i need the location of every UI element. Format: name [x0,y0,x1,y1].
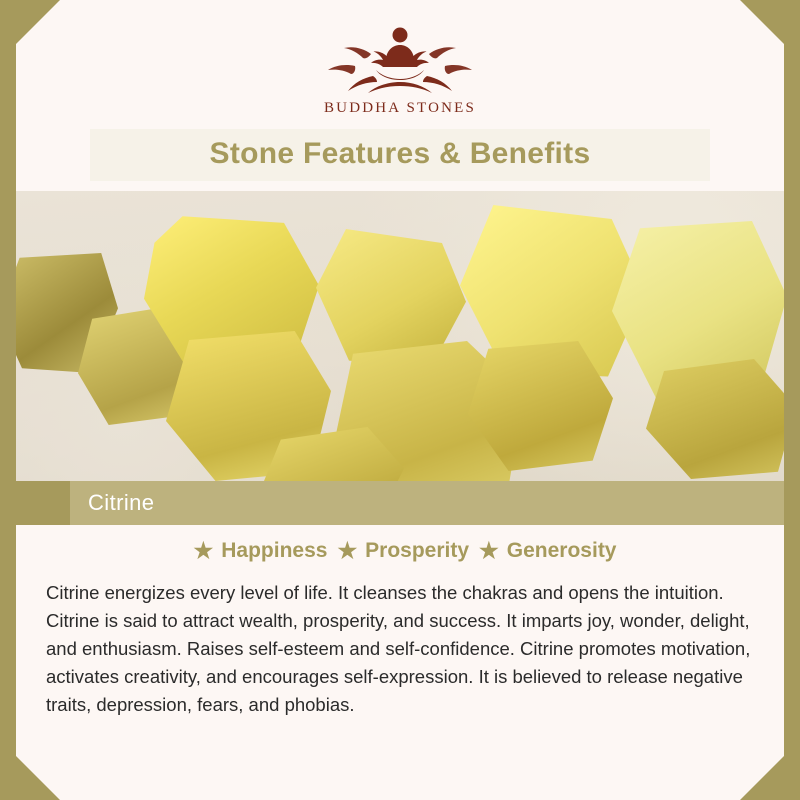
stone-name: Citrine [88,490,155,515]
stone-description: Citrine energizes every level of life. It cleanses the chakras and opens the intuition. Citrine is said to attract wealth, prosperity, and success. It imparts joy, wonder, delight, and enthusiasm. Raises self-esteem and self-confidence. Citrine promotes motivation, activates creativity, and encourages self-expression. It is believed to release negative traits, depression, fears, and phobias. [46,582,751,716]
keyword-label: Happiness [221,539,328,562]
stone-name-bar [16,481,784,525]
keyword-item [469,539,616,563]
page-title: Stone Features & Benefits [209,137,591,170]
title-band [90,129,710,181]
content-area [16,0,784,800]
keyword-item [327,539,469,563]
keyword-item [184,539,328,563]
left-border-strip [0,0,16,800]
keyword-label: Prosperity [365,539,470,562]
corner-decoration-bottom-left [0,740,60,800]
corner-decoration-top-right [740,0,800,60]
name-bar-swatch [16,481,70,525]
star-icon: ★ [337,538,358,563]
corner-decoration-top-left [0,0,60,60]
star-icon: ★ [479,538,499,563]
keyword-label: Generosity [506,539,617,562]
star-icon: ★ [193,538,214,563]
right-border-strip [784,0,800,800]
citrine-photo [16,191,784,481]
corner-decoration-bottom-right [740,740,800,800]
keyword-list [16,539,784,563]
lotus-meditation-icon [16,18,784,96]
brand-block [16,0,784,117]
bottom-spacer [16,720,784,750]
brand-name: BUDDHA STONES [323,100,477,116]
